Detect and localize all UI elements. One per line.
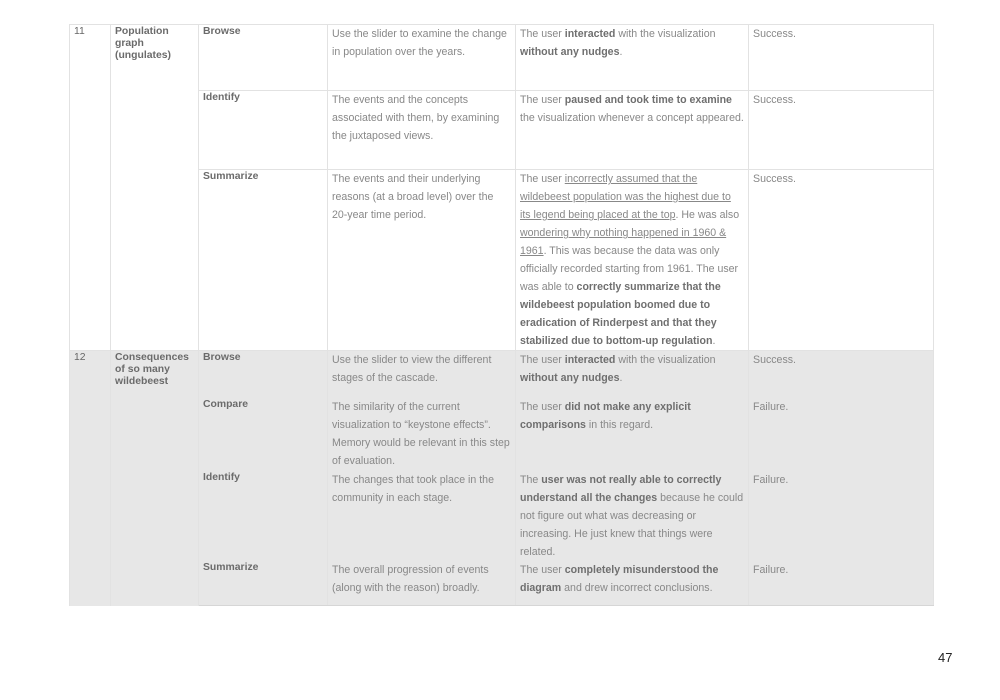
observation-emphasis: completely misunderstood the diagram <box>520 563 719 594</box>
task-cell: Browse <box>199 351 328 398</box>
observation-cell <box>516 561 749 606</box>
task-description-cell: Use the slider to examine the change in population over the years. <box>328 25 516 91</box>
table-row <box>70 91 934 170</box>
table-row <box>70 25 934 91</box>
task-description-cell: The overall progression of events (along with the reason) broadly. <box>328 561 516 606</box>
observation-text: with the visualization <box>615 354 716 366</box>
observation-text: the visualization whenever a concept appeared. <box>520 112 744 124</box>
task-description-cell: Use the slider to view the different stages of the cascade. <box>328 351 516 398</box>
result-cell: Success. <box>749 25 934 91</box>
observation-text: because he could not figure out what was decreasing or increasing. He just knew that things were related. <box>520 491 744 558</box>
observation-emphasis: without any nudges <box>520 372 620 384</box>
table-row <box>70 561 934 606</box>
observation-emphasis: interacted <box>564 28 616 40</box>
observation-emphasis: paused and took time to examine <box>564 94 732 106</box>
observation-emphasis: did not make any explicit comparisons <box>520 400 691 431</box>
table-row <box>70 351 934 398</box>
page-number: 47 <box>938 650 953 665</box>
observation-cell <box>516 471 749 561</box>
observation-underlined: wondering why nothing happened in 1960 & 1961 <box>520 227 727 257</box>
task-cell: Summarize <box>199 170 328 351</box>
observation-emphasis: without any nudges <box>520 46 620 58</box>
concept-number-cell: 11 <box>70 25 111 351</box>
observation-emphasis: user was not really able to correctly understand all the changes <box>520 473 722 504</box>
observation-text: The <box>520 473 542 486</box>
task-description-cell: The events and their underlying reasons (at a broad level) over the 20-year time period. <box>328 170 516 351</box>
concept-number-cell: 12 <box>70 351 111 606</box>
task-description-cell: The changes that took place in the community in each stage. <box>328 471 516 561</box>
observation-text: with the visualization <box>615 28 716 40</box>
result-cell: Failure. <box>749 398 934 471</box>
task-cell: Identify <box>199 471 328 561</box>
observation-text: The user <box>520 94 565 106</box>
task-cell: Identify <box>199 91 328 170</box>
result-cell: Failure. <box>749 471 934 561</box>
observation-cell <box>516 170 749 351</box>
result-cell: Success. <box>749 91 934 170</box>
table-row <box>70 170 934 351</box>
task-cell: Summarize <box>199 561 328 606</box>
observation-text: The user <box>520 400 565 413</box>
observation-text: . <box>712 335 716 347</box>
table-row <box>70 471 934 561</box>
result-cell: Success. <box>749 170 934 351</box>
observation-text: and drew incorrect conclusions. <box>561 581 713 594</box>
result-cell: Success. <box>749 351 934 398</box>
observation-emphasis: correctly summarize that the wildebeest population boomed due to eradication of Rinderpest and that they stabilized due to bottom-up regulation <box>520 281 721 347</box>
task-description-cell: The similarity of the current visualization to “keystone effects”. Memory would be relevant in this step of evaluation. <box>328 398 516 471</box>
task-cell: Browse <box>199 25 328 91</box>
observation-cell <box>516 91 749 170</box>
observation-text: The user <box>520 173 565 185</box>
observation-text: in this regard. <box>585 418 654 431</box>
observation-emphasis: interacted <box>564 354 616 366</box>
table-row <box>70 398 934 471</box>
task-cell: Compare <box>199 398 328 471</box>
observation-text: . <box>619 46 623 58</box>
observation-text: . <box>619 372 623 384</box>
task-description-cell: The events and the concepts associated with them, by examining the juxtaposed views. <box>328 91 516 170</box>
observation-text: The user <box>520 563 565 576</box>
evaluation-table <box>69 24 934 606</box>
result-cell: Failure. <box>749 561 934 606</box>
observation-cell <box>516 398 749 471</box>
observation-underlined: incorrectly assumed that the wildebeest population was the highest due to its legend being placed at the top <box>520 173 731 221</box>
observation-text: . He was also <box>675 209 740 221</box>
observation-cell <box>516 351 749 398</box>
concept-name-cell: Consequences of so many wildebeest <box>111 351 199 606</box>
concept-name-cell: Population graph (ungulates) <box>111 25 199 351</box>
observation-text: The user <box>520 354 565 366</box>
observation-text: . This was because the data was only officially recorded starting from 1961. The user was able to <box>520 245 739 293</box>
observation-cell <box>516 25 749 91</box>
observation-text: The user <box>520 28 565 40</box>
evaluation-table-body <box>70 25 934 606</box>
